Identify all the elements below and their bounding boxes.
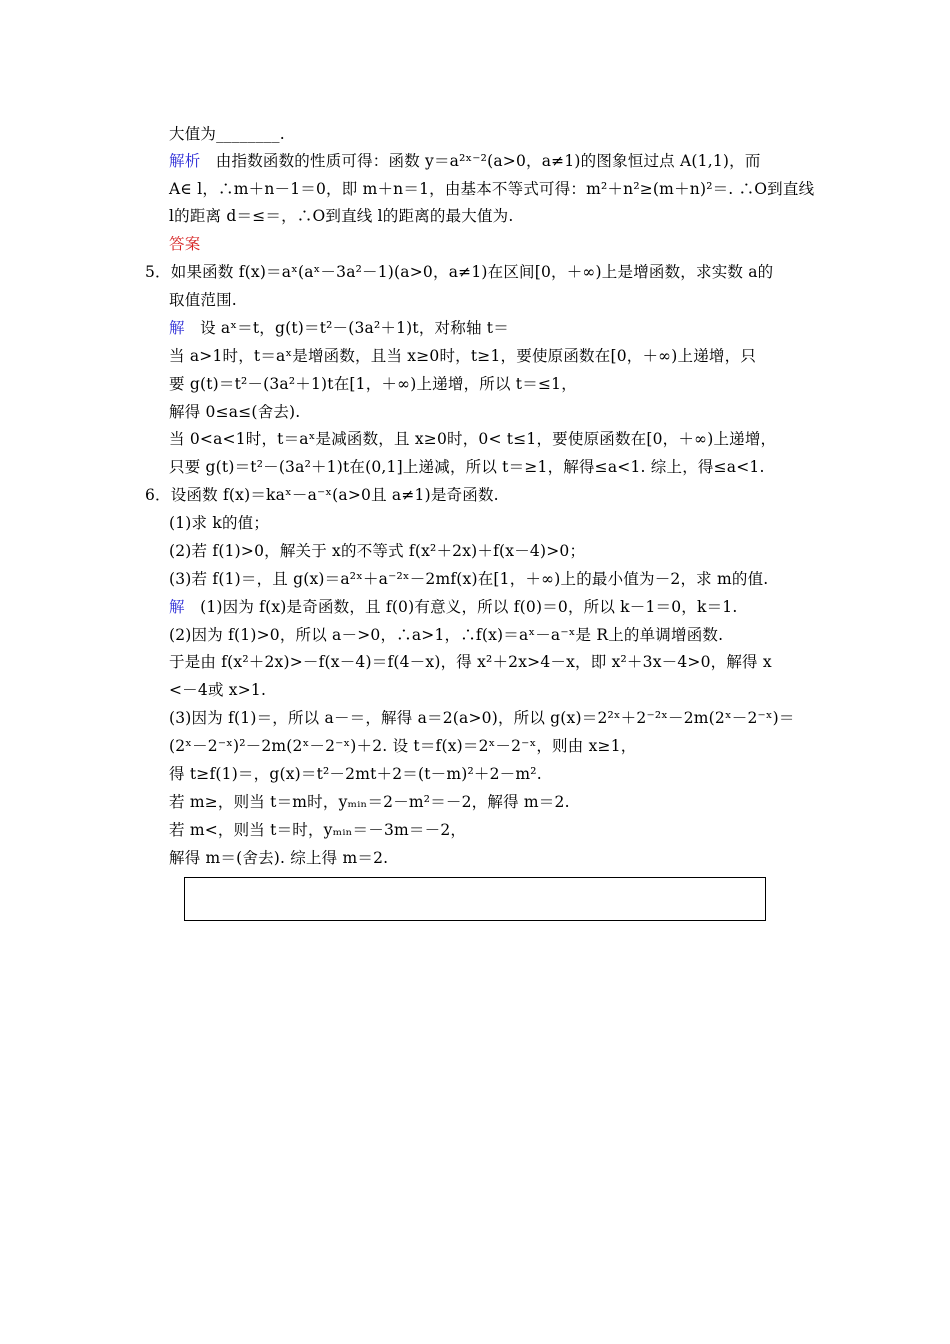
empty-box (184, 877, 766, 921)
q5-solution-line-2: 当 a>1时，t＝aˣ是增函数，且当 x≥0时，t≥1，要使原函数在[0，＋∞)上递增，只 (169, 347, 757, 365)
q6-solution-line-4: <－4或 x>1. (169, 681, 267, 699)
q5-question-line-1: 5．如果函数 f(x)＝aˣ(aˣ－3a²－1)(a>0，a≠1)在区间[0，＋∞)上是增函数，求实数 a的 (145, 263, 774, 281)
q6-solution-line-10: 解得 m＝(舍去). 综上得 m＝2. (169, 849, 389, 867)
q6-solution-line-1 (169, 597, 737, 617)
q5-solution-text-1: 设 aˣ＝t，g(t)＝t²－(3a²＋1)t，对称轴 t＝ (200, 319, 509, 337)
q6-part-3: (3)若 f(1)＝，且 g(x)＝a²ˣ＋a⁻²ˣ－2mf(x)在[1，＋∞)上的最小值为－2，求 m的值. (169, 570, 769, 588)
q6-part-1: (1)求 k的值； (169, 514, 270, 532)
solution-label-2: 解 (169, 598, 185, 616)
q6-solution-line-3: 于是由 f(x²＋2x)>－f(x－4)＝f(4－x)，得 x²＋2x>4－x，即 x²＋3x－4>0，解得 x (169, 653, 772, 671)
q5-solution-line-6: 只要 g(t)＝t²－(3a²＋1)t在(0,1]上递减，所以 t＝≥1，解得≤a<1. 综上，得≤a<1. (169, 458, 765, 476)
answer-label: 答案 (169, 235, 201, 253)
q5-solution-line-3: 要 g(t)＝t²－(3a²＋1)t在[1，＋∞)上递增，所以 t＝≤1， (169, 375, 577, 393)
q5-solution-line-4: 解得 0≤a≤(舍去). (169, 403, 301, 421)
solution-label: 解 (169, 319, 185, 337)
q6-solution-line-2: (2)因为 f(1)>0，所以 a－>0，∴a>1，∴f(x)＝aˣ－a⁻ˣ是 R上的单调增函数. (169, 626, 724, 644)
q4-analysis-line-3: l的距离 d＝≤＝，∴O到直线 l的距离的最大值为. (169, 207, 514, 225)
q6-question-line-1: 6．设函数 f(x)＝kaˣ－a⁻ˣ(a>0且 a≠1)是奇函数. (145, 486, 499, 504)
q6-solution-line-5: (3)因为 f(1)＝，所以 a－＝，解得 a＝2(a>0)，所以 g(x)＝2²ˣ＋2⁻²ˣ－2m(2ˣ－2⁻ˣ)＝ (169, 709, 795, 727)
q6-solution-line-6: (2ˣ－2⁻ˣ)²－2m(2ˣ－2⁻ˣ)＋2. 设 t＝f(x)＝2ˣ－2⁻ˣ，则由 x≥1， (169, 737, 637, 755)
q6-solution-line-8: 若 m≥，则当 t＝m时，yₘᵢₙ＝2－m²＝－2，解得 m＝2. (169, 793, 570, 811)
q5-question-line-2: 取值范围. (169, 291, 237, 309)
q4-analysis-line-1 (169, 151, 761, 171)
q4-tail-text: 大值为________. (169, 125, 285, 143)
q6-part-2: (2)若 f(1)>0，解关于 x的不等式 f(x²＋2x)＋f(x－4)>0； (169, 542, 586, 560)
q6-solution-line-9: 若 m<，则当 t＝时，yₘᵢₙ＝－3m＝－2， (169, 821, 467, 839)
analysis-label: 解析 (169, 152, 201, 170)
q5-solution-line-5: 当 0<a<1时，t＝aˣ是减函数，且 x≥0时，0< t≤1，要使原函数在[0，＋∞)上递增， (169, 430, 777, 448)
q5-solution-line-1 (169, 318, 509, 338)
q4-analysis-line-2: A∈ l，∴m＋n－1＝0，即 m＋n＝1，由基本不等式可得：m²＋n²≥(m＋n)²＝. ∴O到直线 (169, 180, 815, 198)
analysis-text-1: 由指数函数的性质可得：函数 y＝a²ˣ⁻²(a>0，a≠1)的图象恒过点 A(1,1)，而 (215, 152, 761, 170)
q6-solution-line-7: 得 t≥f(1)＝，g(x)＝t²－2mt＋2＝(t－m)²＋2－m². (169, 765, 542, 783)
q6-solution-text-1: (1)因为 f(x)是奇函数，且 f(0)有意义，所以 f(0)＝0，所以 k－1＝0，k＝1. (200, 598, 738, 616)
